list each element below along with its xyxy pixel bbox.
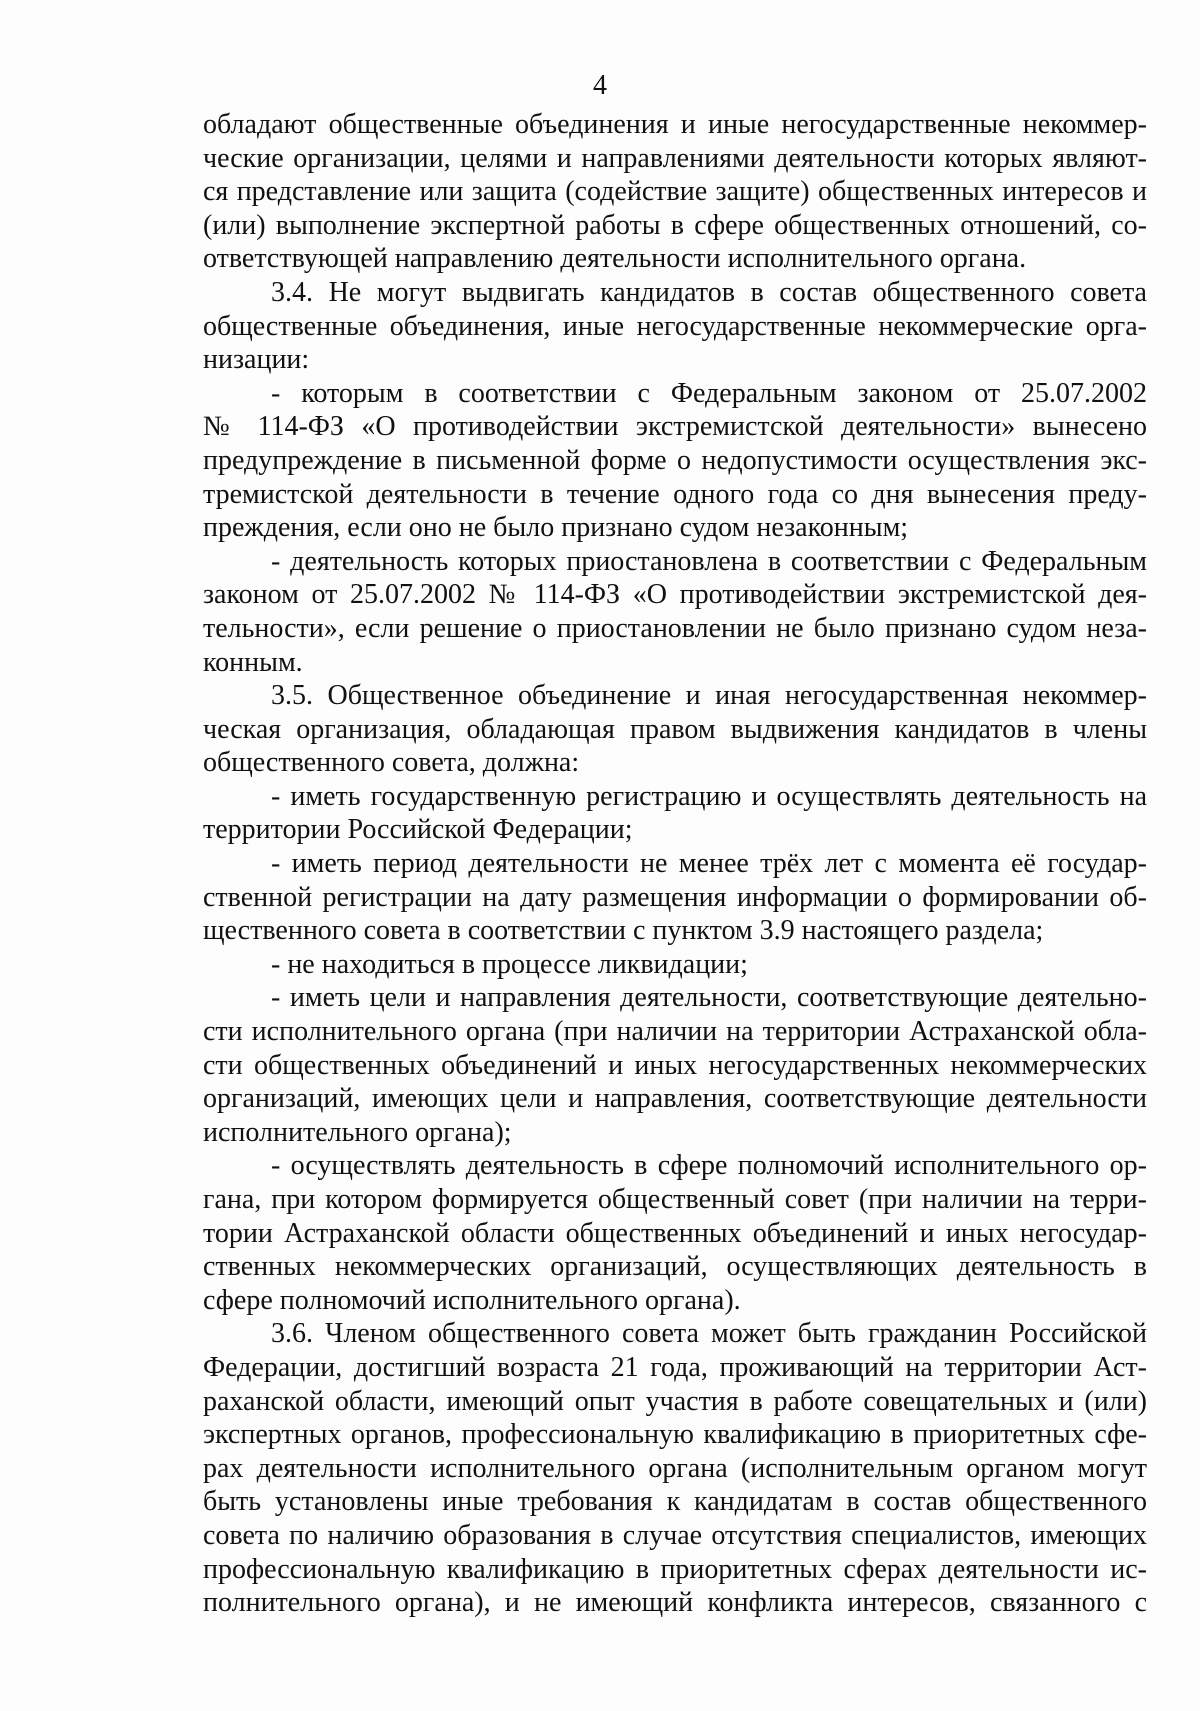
text-line: профессиональную квалификацию в приоритетных сферах деятельности ис- <box>203 1553 1147 1585</box>
text-line: ответствующей направлению деятельности исполнительного органа. <box>203 243 1027 275</box>
page-number: 4 <box>593 70 607 101</box>
text-line: тории Астраханской области общественных объединений и иных негосудар- <box>203 1217 1147 1249</box>
text-line: гана, при котором формируется общественный совет (при наличии на терри- <box>203 1184 1147 1215</box>
text-line: сти исполнительного органа (при наличии на территории Астраханской обла- <box>203 1016 1147 1048</box>
text-line: (или) выполнение экспертной работы в сфере общественных отношений, со- <box>203 209 1147 241</box>
text-line: ческая организация, обладающая правом выдвижения кандидатов в члены <box>203 713 1147 745</box>
text-line: Федерации, достигший возраста 21 года, проживающий на территории Аст- <box>203 1351 1147 1383</box>
text-line: ся представление или защита (содействие защите) общественных интересов и <box>203 176 1147 208</box>
text-line: - иметь государственную регистрацию и осуществлять деятельность на <box>271 780 1147 812</box>
text-line: ческие организации, целями и направлениями деятельности которых являют- <box>203 142 1147 174</box>
text-line: быть установлены иные требования к кандидатам в состав общественного <box>203 1486 1147 1518</box>
text-line: исполнительного органа); <box>203 1116 512 1148</box>
text-line: сти общественных объединений и иных негосударственных некоммерческих <box>203 1049 1147 1081</box>
text-line: 3.6. Членом общественного совета может быть гражданин Российской <box>271 1318 1147 1350</box>
text-line: 3.5. Общественное объединение и иная негосударственная некоммер- <box>271 680 1147 712</box>
text-line: совета по наличию образования в случае отсутствия специалистов, имеющих <box>203 1519 1147 1551</box>
text-line: обладают общественные объединения и иные негосударственные некоммер- <box>203 109 1147 140</box>
text-line: территории Российской Федерации; <box>203 814 633 846</box>
text-line: общественного совета, должна: <box>203 747 580 779</box>
text-line: конным. <box>203 646 303 678</box>
text-line: - которым в соответствии с Федеральным законом от 25.07.2002 <box>271 377 1147 409</box>
text-line: сфере полномочий исполнительного органа). <box>203 1284 741 1316</box>
text-line: общественные объединения, иные негосударственные некоммерческие орга- <box>203 310 1147 342</box>
text-line: рах деятельности исполнительного органа (исполнительным органом могут <box>203 1452 1147 1484</box>
text-line: - осуществлять деятельность в сфере полномочий исполнительного ор- <box>271 1150 1147 1182</box>
text-line: - не находиться в процессе ликвидации; <box>271 948 748 980</box>
text-line: организаций, имеющих цели и направления, соответствующие деятельности <box>203 1083 1147 1115</box>
text-line: ственных некоммерческих организаций, осуществляющих деятельность в <box>203 1251 1147 1283</box>
text-line: - деятельность которых приостановлена в соответствии с Федеральным <box>271 545 1147 577</box>
text-line: ственной регистрации на дату размещения информации о формировании об- <box>203 881 1147 913</box>
text-line: законом от 25.07.2002 № 114-ФЗ «О противодействии экстремистской дея- <box>203 579 1147 611</box>
text-line: 3.4. Не могут выдвигать кандидатов в состав общественного совета <box>271 276 1147 308</box>
text-line: тельности», если решение о приостановлении не было признано судом неза- <box>203 612 1147 644</box>
text-line: - иметь цели и направления деятельности, соответствующие деятельно- <box>271 982 1147 1014</box>
text-line: экспертных органов, профессиональную квалификацию в приоритетных сфе- <box>203 1419 1147 1451</box>
text-line: - иметь период деятельности не менее трёх лет с момента её государ- <box>271 848 1147 880</box>
text-line: преждения, если оно не было признано судом незаконным; <box>203 512 909 544</box>
document-body <box>203 108 1147 1620</box>
text-line: щественного совета в соответствии с пунктом 3.9 настоящего раздела; <box>203 915 1044 947</box>
text-line: раханской области, имеющий опыт участия в работе совещательных и (или) <box>203 1385 1147 1417</box>
text-line: предупреждение в письменной форме о недопустимости осуществления экс- <box>203 444 1147 476</box>
text-line: тремистской деятельности в течение одного года со дня вынесения преду- <box>203 478 1147 510</box>
text-line: полнительного органа), и не имеющий конфликта интересов, связанного с <box>203 1587 1147 1619</box>
text-line: № 114-ФЗ «О противодействии экстремистской деятельности» вынесено <box>203 411 1147 443</box>
text-line: низации: <box>203 344 310 376</box>
